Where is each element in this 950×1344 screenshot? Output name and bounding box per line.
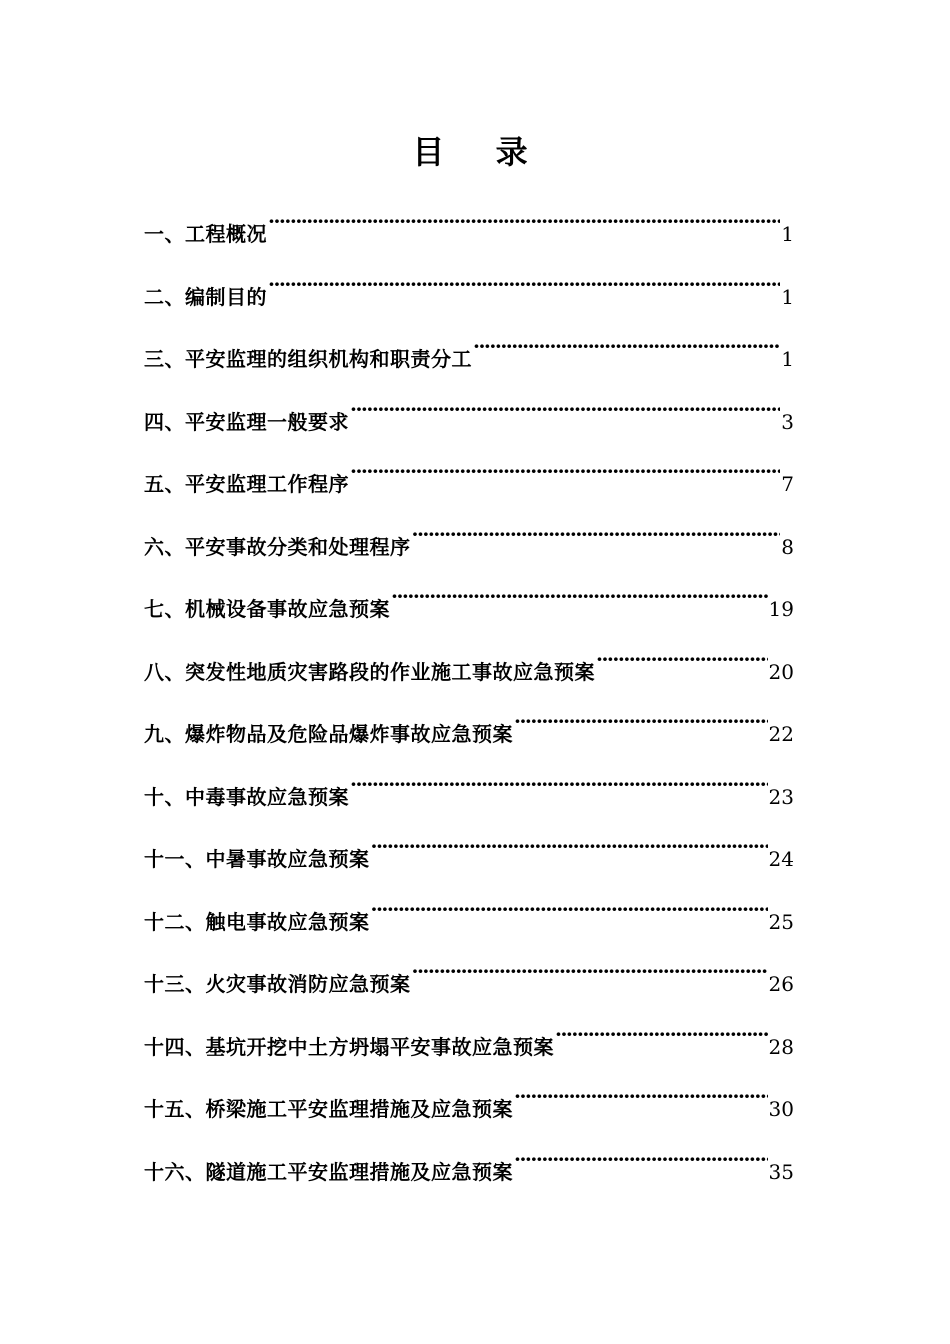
toc-leader-dots — [412, 508, 781, 554]
toc-entry-title: 四、平安监理一般要求 — [144, 409, 349, 434]
toc-entry-title: 十、中毒事故应急预案 — [144, 784, 349, 809]
toc-entry-page: 25 — [768, 909, 794, 934]
table-of-contents — [144, 195, 794, 1195]
toc-entry-page: 3 — [781, 409, 794, 434]
toc-entry-title: 十三、火灾事故消防应急预案 — [144, 972, 411, 996]
toc-entry-page: 35 — [768, 1159, 794, 1184]
toc-leader-dots — [371, 820, 768, 866]
toc-entry-page: 1 — [781, 284, 794, 309]
toc-entry-title: 十四、基坑开挖中土方坍塌平安事故应急预案 — [144, 1034, 554, 1059]
toc-leader-dots — [391, 570, 768, 616]
toc-leader-dots — [596, 633, 768, 679]
toc-entry[interactable] — [144, 1070, 794, 1133]
toc-entry[interactable] — [144, 195, 794, 258]
toc-entry-title: 十一、中暑事故应急预案 — [144, 847, 370, 871]
toc-entry-title: 六、平安事故分类和处理程序 — [144, 534, 411, 559]
toc-entry-page: 26 — [768, 972, 794, 996]
toc-entry[interactable] — [144, 570, 794, 633]
toc-entry-title: 七、机械设备事故应急预案 — [144, 597, 390, 621]
toc-entry-title: 十五、桥梁施工平安监理措施及应急预案 — [144, 1097, 513, 1121]
toc-leader-dots — [268, 258, 780, 304]
toc-entry[interactable] — [144, 508, 794, 571]
toc-entry[interactable] — [144, 633, 794, 696]
toc-entry[interactable] — [144, 820, 794, 883]
toc-entry[interactable] — [144, 383, 794, 446]
toc-entry-page: 30 — [768, 1097, 794, 1121]
toc-entry[interactable] — [144, 883, 794, 946]
toc-entry-page: 7 — [781, 472, 794, 496]
toc-leader-dots — [268, 195, 780, 241]
toc-leader-dots — [350, 383, 780, 429]
toc-leader-dots — [555, 1008, 768, 1054]
toc-entry[interactable] — [144, 758, 794, 821]
toc-entry[interactable] — [144, 695, 794, 758]
toc-entry-title: 十二、触电事故应急预案 — [144, 909, 370, 934]
toc-entry-title: 五、平安监理工作程序 — [144, 472, 349, 496]
toc-entry-page: 28 — [768, 1034, 794, 1059]
toc-entry-page: 8 — [781, 534, 794, 559]
toc-leader-dots — [412, 945, 768, 991]
toc-entry-page: 24 — [768, 847, 794, 871]
toc-entry-page: 1 — [781, 222, 794, 246]
toc-entry-title: 三、平安监理的组织机构和职责分工 — [144, 347, 472, 371]
toc-entry-page: 23 — [768, 784, 794, 809]
toc-title: 目 录 — [412, 133, 548, 171]
toc-entry[interactable] — [144, 258, 794, 321]
toc-entry[interactable] — [144, 445, 794, 508]
toc-leader-dots — [350, 758, 768, 804]
toc-entry-page: 22 — [768, 722, 794, 746]
toc-entry-page: 1 — [781, 347, 794, 371]
toc-entry-title: 十六、隧道施工平安监理措施及应急预案 — [144, 1159, 513, 1184]
toc-leader-dots — [350, 445, 780, 491]
toc-entry[interactable] — [144, 945, 794, 1008]
toc-entry[interactable] — [144, 1133, 794, 1196]
toc-leader-dots — [371, 883, 768, 929]
toc-entry[interactable] — [144, 1008, 794, 1071]
toc-leader-dots — [514, 1070, 768, 1116]
toc-leader-dots — [514, 1133, 768, 1179]
toc-leader-dots — [473, 320, 780, 366]
toc-entry-title: 八、突发性地质灾害路段的作业施工事故应急预案 — [144, 659, 595, 684]
toc-entry-page: 20 — [768, 659, 794, 684]
toc-leader-dots — [514, 695, 768, 741]
toc-entry-title: 一、工程概况 — [144, 222, 267, 246]
toc-entry-title: 二、编制目的 — [144, 284, 267, 309]
toc-entry-page: 19 — [768, 597, 794, 621]
toc-entry[interactable] — [144, 320, 794, 383]
toc-entry-title: 九、爆炸物品及危险品爆炸事故应急预案 — [144, 722, 513, 746]
